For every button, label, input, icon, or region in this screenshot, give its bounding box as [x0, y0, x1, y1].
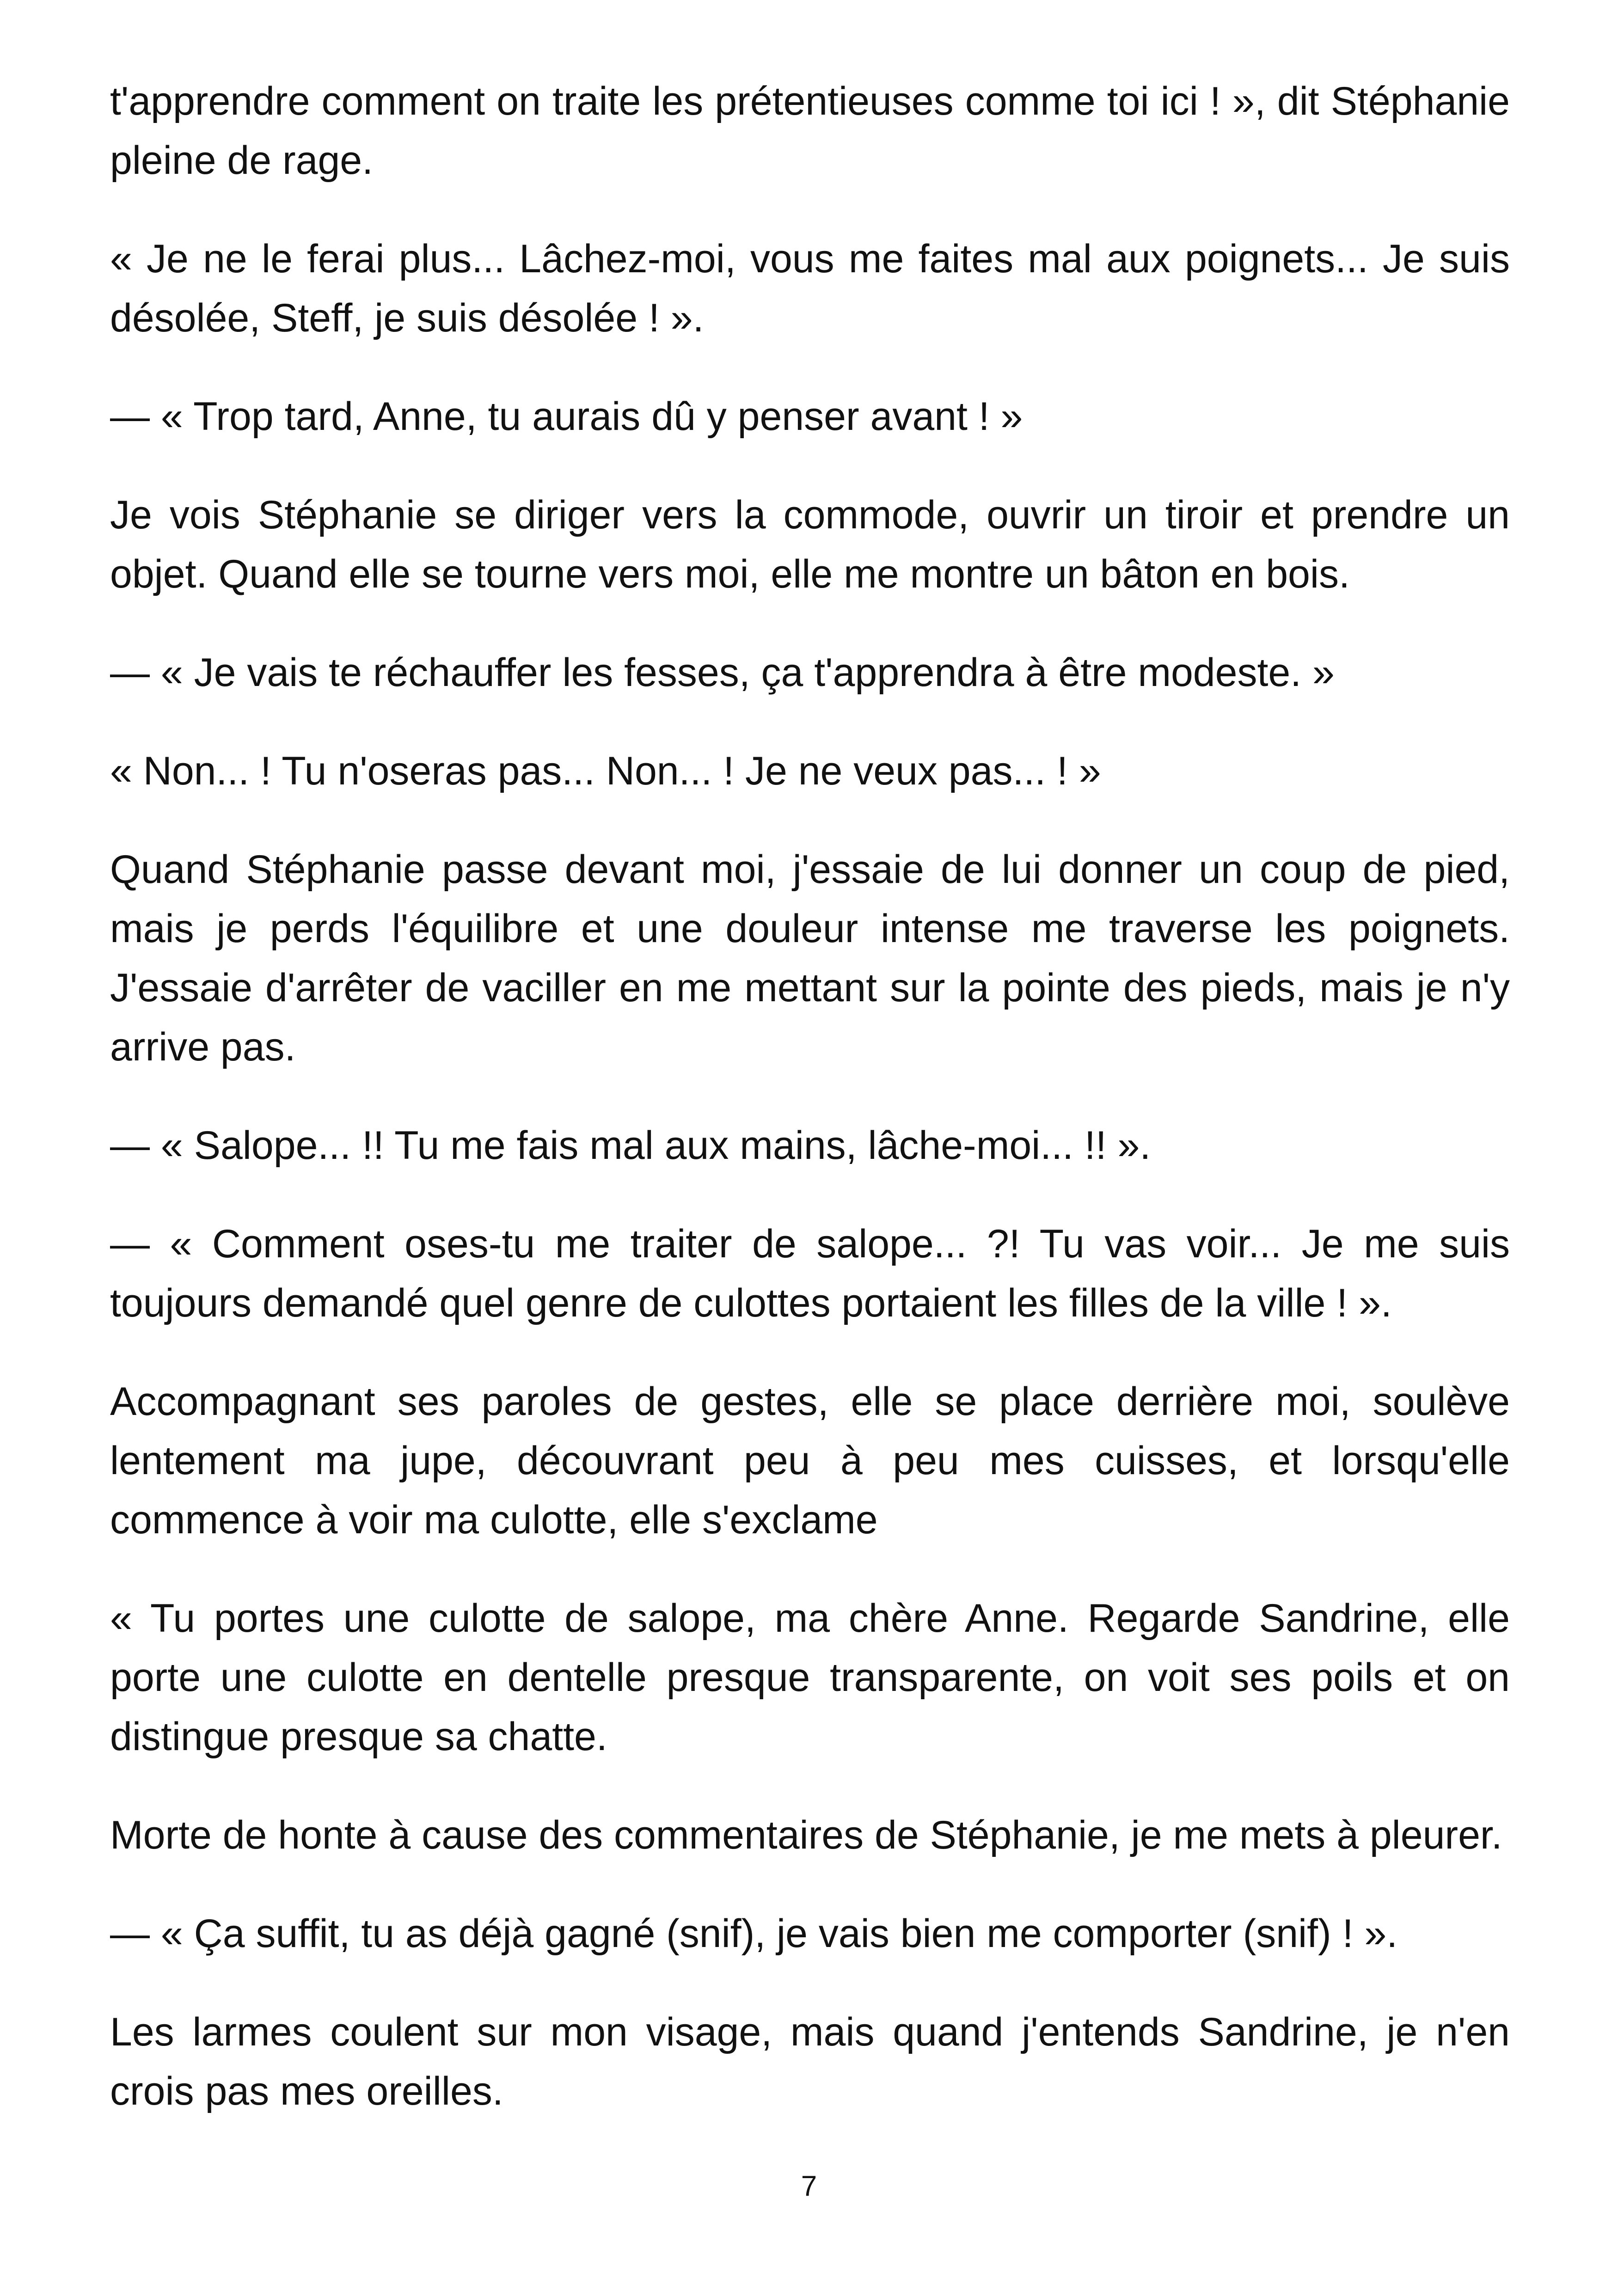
- paragraph: « Je ne le ferai plus... Lâchez-moi, vous me faites mal aux poignets... Je suis désolée, Steff, je suis désolée ! ».: [110, 237, 1510, 340]
- paragraph: t'apprendre comment on traite les prétentieuses comme toi ici ! », dit Stéphanie pleine de rage.: [110, 79, 1510, 183]
- paragraph: Les larmes coulent sur mon visage, mais quand j'entends Sandrine, je n'en crois pas mes oreilles.: [110, 2010, 1510, 2113]
- paragraph: Quand Stéphanie passe devant moi, j'essaie de lui donner un coup de pied, mais je perds l'équilibre et une douleur intense me traverse les poignets. J'essaie d'arrêter de vaciller en me mettant sur la pointe des pieds, mais je n'y arrive pas.: [110, 847, 1510, 1069]
- paragraph: Morte de honte à cause des commentaires de Stéphanie, je me mets à pleurer.: [110, 1813, 1502, 1857]
- paragraph: — « Trop tard, Anne, tu aurais dû y penser avant ! »: [110, 394, 1023, 439]
- paragraph: — « Salope... !! Tu me fais mal aux mains, lâche-moi... !! ».: [110, 1123, 1151, 1168]
- paragraph: Je vois Stéphanie se diriger vers la commode, ouvrir un tiroir et prendre un objet. Quand elle se tourne vers moi, elle me montre un bâton en bois.: [110, 493, 1510, 596]
- page-number: 7: [801, 2170, 817, 2202]
- body-text: [110, 72, 1510, 2160]
- paragraph: Accompagnant ses paroles de gestes, elle se place derrière moi, soulève lentement ma jupe, découvrant peu à peu mes cuisses, et lorsqu'elle commence à voir ma culotte, elle s'exclame: [110, 1379, 1510, 1542]
- paragraph: — « Comment oses-tu me traiter de salope... ?! Tu vas voir... Je me suis toujours demandé quel genre de culottes portaient les filles de la ville ! ».: [110, 1222, 1510, 1325]
- paragraph: « Non... ! Tu n'oseras pas... Non... ! Je ne veux pas... ! »: [110, 749, 1101, 793]
- paragraph: — « Ça suffit, tu as déjà gagné (snif), je vais bien me comporter (snif) ! ».: [110, 1911, 1398, 1956]
- paragraph: « Tu portes une culotte de salope, ma chère Anne. Regarde Sandrine, elle porte une culotte en dentelle presque transparente, on voit ses poils et on distingue presque sa chatte.: [110, 1596, 1510, 1759]
- paragraph: — « Je vais te réchauffer les fesses, ça t'apprendra à être modeste. »: [110, 650, 1335, 695]
